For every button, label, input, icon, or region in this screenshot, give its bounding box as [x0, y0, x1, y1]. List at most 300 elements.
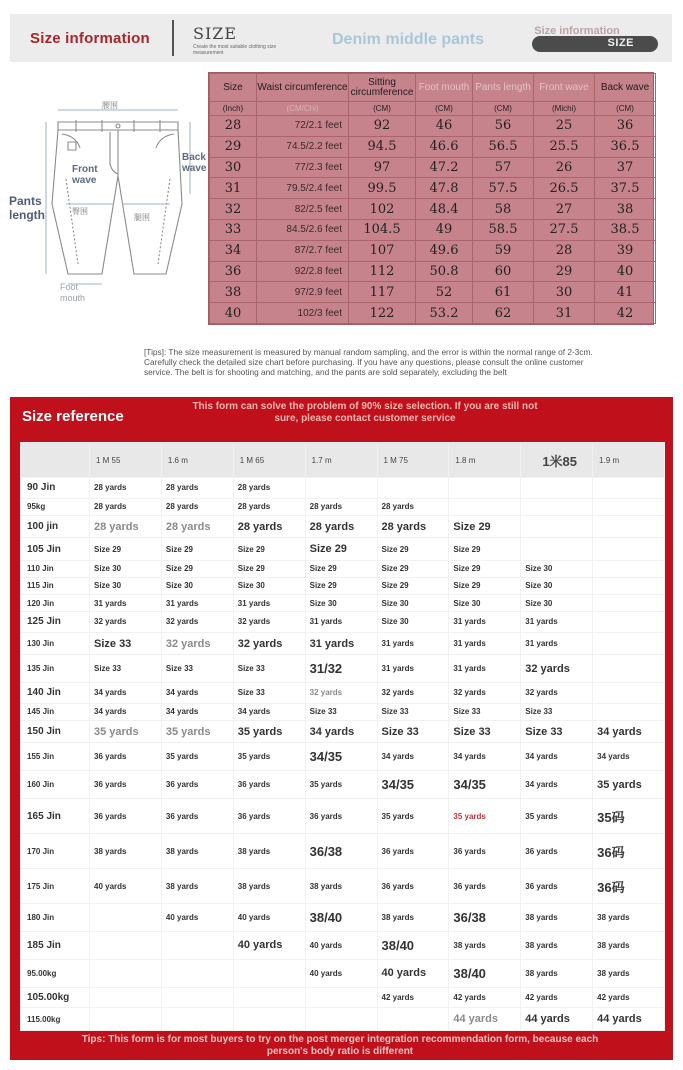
size-recommendation-cell: Size 29: [378, 538, 449, 559]
size-table-grid: [209, 73, 656, 324]
weight-cell: 105.00kg: [21, 988, 89, 1008]
size-table-row: [210, 261, 656, 282]
empty-cell: [162, 988, 233, 1008]
size-recommendation-cell: 35 yards: [593, 771, 664, 798]
waist-label: 腰围: [102, 101, 118, 110]
leg-label: 腿围: [134, 213, 150, 222]
size-table-header: Size: [210, 74, 257, 102]
size-recommendation-cell: 34/35: [449, 771, 520, 798]
measurement-cell: 26.5: [534, 178, 595, 199]
size-recommendation-cell: 36码: [593, 834, 664, 868]
weight-row: [21, 633, 664, 654]
size-recommendation-cell: Size 29: [234, 538, 305, 559]
empty-cell: [521, 478, 592, 498]
size-recommendation-cell: 32 yards: [162, 612, 233, 632]
weight-row: [21, 499, 664, 515]
empty-cell: [306, 478, 377, 498]
weight-row: [21, 683, 664, 703]
empty-cell: [593, 595, 664, 611]
size-recommendation-cell: 31 yards: [90, 595, 161, 611]
size-recommendation-cell: 38 yards: [521, 904, 592, 931]
size-recommendation-cell: Size 33: [378, 721, 449, 742]
weight-cell: 115.00kg: [21, 1008, 89, 1030]
measurement-cell: 46.6: [416, 136, 473, 157]
measurement-cell: 38: [595, 199, 656, 220]
size-recommendation-cell: 35 yards: [378, 799, 449, 833]
empty-cell: [593, 499, 664, 515]
size-recommendation-cell: 28 yards: [90, 516, 161, 537]
header-band: [10, 14, 672, 62]
empty-cell: [90, 1008, 161, 1030]
empty-cell: [593, 561, 664, 577]
size-table-row: [210, 282, 656, 303]
size-recommendation-cell: 35 yards: [234, 743, 305, 770]
weight-cell: 95kg: [21, 499, 89, 515]
weight-row: [21, 561, 664, 577]
size-recommendation-cell: 36 yards: [306, 799, 377, 833]
size-table-row: [210, 157, 656, 178]
height-header: 1.8 m: [449, 443, 520, 477]
size-recommendation-cell: Size 29: [449, 561, 520, 577]
measurement-cell: 99.5: [349, 178, 416, 199]
weight-cell: 150 Jin: [21, 721, 89, 742]
size-recommendation-cell: 35 yards: [306, 771, 377, 798]
measurement-cell: 62: [473, 303, 534, 324]
measurement-cell: 48.4: [416, 199, 473, 220]
size-recommendation-cell: 31 yards: [449, 655, 520, 682]
empty-cell: [234, 960, 305, 987]
size-recommendation-cell: 36 yards: [234, 771, 305, 798]
pill-label: SIZE: [607, 37, 634, 49]
empty-cell: [449, 478, 520, 498]
size-recommendation-cell: 38 yards: [234, 869, 305, 903]
measurement-cell: 53.2: [416, 303, 473, 324]
size-recommendation-cell: Size 29: [449, 538, 520, 559]
size-recommendation-cell: 36 yards: [234, 799, 305, 833]
weight-cell: 105 Jin: [21, 538, 89, 559]
empty-cell: [378, 1008, 449, 1030]
weight-row: [21, 612, 664, 632]
weight-row: [21, 960, 664, 987]
size-recommendation-cell: 36 yards: [90, 771, 161, 798]
size-recommendation-cell: Size 33: [378, 704, 449, 720]
empty-cell: [521, 499, 592, 515]
reference-note: This form can solve the problem of 90% size selection. If you are still not sure, please contact customer service: [192, 401, 538, 424]
size-recommendation-cell: 28 yards: [162, 499, 233, 515]
size-table-units-row: [210, 102, 656, 116]
size-recommendation-cell: Size 33: [521, 704, 592, 720]
weight-row: [21, 932, 664, 959]
size-recommendation-cell: 44 yards: [449, 1008, 520, 1030]
size-recommendation-cell: 35码: [593, 799, 664, 833]
front-wave-label: Front wave: [72, 164, 98, 186]
empty-cell: [90, 960, 161, 987]
empty-cell: [306, 1008, 377, 1030]
size-recommendation-cell: 42 yards: [521, 988, 592, 1008]
size-word: SIZE: [193, 24, 238, 43]
size-recommendation-cell: Size 33: [90, 655, 161, 682]
measurement-cell: 112: [349, 261, 416, 282]
size-table-row: [210, 136, 656, 157]
size-recommendation-cell: 38/40: [449, 960, 520, 987]
size-cell: 36: [210, 261, 257, 282]
size-cell: 31: [210, 178, 257, 199]
measurement-cell: 92: [349, 116, 416, 137]
size-recommendation-cell: 38 yards: [162, 834, 233, 868]
size-recommendation-cell: Size 29: [90, 538, 161, 559]
size-recommendation-cell: 40 yards: [162, 904, 233, 931]
weight-cell: 180 Jin: [21, 904, 89, 931]
measurement-cell: 122: [349, 303, 416, 324]
measurement-cell: 42: [595, 303, 656, 324]
size-table-header: Waist circumference: [257, 74, 349, 102]
size-recommendation-cell: 32 yards: [306, 683, 377, 703]
measurement-cell: 49: [416, 219, 473, 240]
size-recommendation-cell: Size 33: [162, 655, 233, 682]
empty-cell: [162, 932, 233, 959]
empty-cell: [593, 704, 664, 720]
size-recommendation-cell: 40 yards: [234, 932, 305, 959]
weight-cell: 145 Jin: [21, 704, 89, 720]
measurement-cell: 25.5: [534, 136, 595, 157]
weight-row: [21, 988, 664, 1008]
measurement-cell: 52: [416, 282, 473, 303]
size-recommendation-cell: 34 yards: [90, 683, 161, 703]
measurement-cell: 58: [473, 199, 534, 220]
size-reference-section: [10, 397, 673, 1060]
measurement-cell: 117: [349, 282, 416, 303]
size-recommendation-cell: 28 yards: [162, 478, 233, 498]
size-cell: 32: [210, 199, 257, 220]
empty-cell: [162, 960, 233, 987]
empty-cell: [378, 478, 449, 498]
size-table-body: [210, 74, 656, 324]
size-recommendation-cell: 38 yards: [521, 932, 592, 959]
empty-cell: [449, 499, 520, 515]
weight-cell: 135 Jin: [21, 655, 89, 682]
measurement-cell: 58.5: [473, 219, 534, 240]
measurement-cell: 102/3 feet: [257, 303, 349, 324]
size-recommendation-cell: 40 yards: [306, 932, 377, 959]
empty-cell: [521, 538, 592, 559]
empty-cell: [90, 932, 161, 959]
measurement-cell: 27: [534, 199, 595, 220]
size-recommendation-cell: 42 yards: [449, 988, 520, 1008]
size-recommendation-cell: 32 yards: [449, 683, 520, 703]
weight-cell: 125 Jin: [21, 612, 89, 632]
empty-cell: [521, 516, 592, 537]
pants-diagram: [6, 84, 210, 314]
reference-table: [20, 442, 665, 1031]
empty-cell: [593, 538, 664, 559]
weight-row: [21, 655, 664, 682]
size-table-header: Sitting circumference: [349, 74, 416, 102]
size-recommendation-cell: Size 33: [449, 704, 520, 720]
weight-cell: 155 Jin: [21, 743, 89, 770]
weight-cell: 100 jin: [21, 516, 89, 537]
size-recommendation-cell: 36 yards: [90, 743, 161, 770]
empty-cell: [234, 1008, 305, 1030]
size-recommendation-cell: 40 yards: [234, 904, 305, 931]
size-recommendation-cell: Size 29: [449, 578, 520, 594]
size-table-header: Foot mouth: [416, 74, 473, 102]
height-header: 1 M 55: [90, 443, 161, 477]
measurement-cell: 25: [534, 116, 595, 137]
size-recommendation-cell: Size 29: [449, 516, 520, 537]
weight-cell: 170 Jin: [21, 834, 89, 868]
measurement-cell: 26: [534, 157, 595, 178]
pill-overlay-text: Size information: [534, 25, 620, 37]
size-recommendation-cell: 36 yards: [521, 834, 592, 868]
measurement-cell: 60: [473, 261, 534, 282]
size-recommendation-cell: 38/40: [306, 904, 377, 931]
size-cell: 33: [210, 219, 257, 240]
size-recommendation-cell: Size 30: [234, 578, 305, 594]
size-recommendation-cell: 38 yards: [593, 960, 664, 987]
size-recommendation-cell: 40 yards: [378, 960, 449, 987]
size-recommendation-cell: 28 yards: [162, 516, 233, 537]
empty-cell: [162, 1008, 233, 1030]
size-recommendation-cell: 31 yards: [378, 633, 449, 654]
measurement-cell: 79.5/2.4 feet: [257, 178, 349, 199]
measurement-cell: 59: [473, 240, 534, 261]
size-recommendation-cell: Size 29: [306, 538, 377, 559]
weight-row: [21, 834, 664, 868]
measurement-cell: 74.5/2.2 feet: [257, 136, 349, 157]
size-recommendation-cell: 36 yards: [378, 869, 449, 903]
size-recommendation-cell: 32 yards: [378, 683, 449, 703]
weight-cell: 165 Jin: [21, 799, 89, 833]
measurement-cell: 27.5: [534, 219, 595, 240]
size-table-header: Back wave: [595, 74, 656, 102]
measurement-cell: 37.5: [595, 178, 656, 199]
measurement-cell: 56: [473, 116, 534, 137]
size-pill: [532, 36, 658, 52]
size-recommendation-cell: 34 yards: [521, 771, 592, 798]
measurement-cell: 77/2.3 feet: [257, 157, 349, 178]
size-recommendation-cell: 34 yards: [162, 704, 233, 720]
size-recommendation-cell: 32 yards: [162, 633, 233, 654]
size-recommendation-cell: Size 30: [378, 595, 449, 611]
weight-row: [21, 516, 664, 537]
size-recommendation-cell: 32 yards: [234, 633, 305, 654]
back-wave-label: Back wave: [182, 152, 207, 174]
size-recommendation-cell: 31 yards: [521, 612, 592, 632]
size-recommendation-cell: 32 yards: [90, 612, 161, 632]
size-recommendation-cell: 40 yards: [90, 869, 161, 903]
measurement-cell: 57.5: [473, 178, 534, 199]
size-recommendation-cell: 36 yards: [449, 834, 520, 868]
divider: [172, 20, 174, 56]
pants-length-label: Pants length: [9, 194, 45, 222]
weight-cell: 160 Jin: [21, 771, 89, 798]
size-recommendation-cell: 28 yards: [378, 516, 449, 537]
size-recommendation-cell: 28 yards: [234, 516, 305, 537]
size-recommendation-cell: 32 yards: [234, 612, 305, 632]
weight-cell: 90 Jin: [21, 478, 89, 498]
product-name: Denim middle pants: [332, 31, 485, 48]
size-recommendation-cell: 35 yards: [234, 721, 305, 742]
weight-row: [21, 478, 664, 498]
measurement-cell: 46: [416, 116, 473, 137]
empty-cell: [593, 633, 664, 654]
empty-cell: [90, 988, 161, 1008]
size-recommendation-cell: 31 yards: [306, 633, 377, 654]
size-recommendation-cell: Size 30: [521, 578, 592, 594]
weight-row: [21, 538, 664, 559]
size-recommendation-cell: 32 yards: [521, 683, 592, 703]
size-recommendation-cell: Size 30: [162, 578, 233, 594]
size-recommendation-cell: 28 yards: [90, 499, 161, 515]
size-table-unit: (Inch): [210, 102, 257, 116]
weight-row: [21, 771, 664, 798]
size-recommendation-cell: 38/40: [378, 932, 449, 959]
size-recommendation-cell: 35 yards: [162, 743, 233, 770]
size-recommendation-cell: 36/38: [306, 834, 377, 868]
size-cell: 34: [210, 240, 257, 261]
empty-cell: [306, 988, 377, 1008]
size-recommendation-cell: 34 yards: [521, 743, 592, 770]
empty-cell: [593, 516, 664, 537]
weight-row: [21, 799, 664, 833]
size-tagline: Create the most suitable clothing size measurement: [193, 44, 277, 56]
measurement-cell: 72/2.1 feet: [257, 116, 349, 137]
tips-text: [Tips]: The size measurement is measured by manual random sampling, and the error is within the normal range of 2-3cm. Carefully check the detailed size chart before purchasing. If you have any questions, please consult the online customer service. The belt is for shooting and matching, and the pants are sold separately, excluding the belt: [144, 347, 593, 377]
size-recommendation-cell: 28 yards: [90, 478, 161, 498]
measurement-cell: 37: [595, 157, 656, 178]
size-recommendation-cell: 38 yards: [234, 834, 305, 868]
size-recommendation-cell: Size 29: [234, 561, 305, 577]
size-recommendation-cell: 28 yards: [378, 499, 449, 515]
size-recommendation-cell: 38 yards: [378, 904, 449, 931]
reference-footer: Tips: This form is for most buyers to try on the post merger integration recommendation form, because each person's body ratio is different: [81, 1034, 599, 1057]
size-recommendation-cell: Size 29: [306, 578, 377, 594]
weight-cell: 185 Jin: [21, 932, 89, 959]
measurement-cell: 97/2.9 feet: [257, 282, 349, 303]
size-recommendation-cell: Size 30: [306, 595, 377, 611]
size-recommendation-cell: 38 yards: [521, 960, 592, 987]
size-recommendation-cell: 35 yards: [521, 799, 592, 833]
size-recommendation-cell: 38 yards: [162, 869, 233, 903]
measurement-cell: 107: [349, 240, 416, 261]
size-table-row: [210, 240, 656, 261]
size-recommendation-cell: 34 yards: [593, 721, 664, 742]
foot-mouth-label: Foot mouth: [60, 282, 86, 303]
weight-cell: 120 Jin: [21, 595, 89, 611]
height-header: 1 M 75: [378, 443, 449, 477]
size-recommendation-cell: 28 yards: [306, 499, 377, 515]
size-recommendation-cell: Size 29: [162, 538, 233, 559]
measurement-cell: 40: [595, 261, 656, 282]
measurement-cell: 50.8: [416, 261, 473, 282]
size-recommendation-cell: Size 30: [449, 595, 520, 611]
height-header: 1.7 m: [306, 443, 377, 477]
size-recommendation-cell: 28 yards: [234, 478, 305, 498]
size-recommendation-cell: 31 yards: [234, 595, 305, 611]
size-recommendation-cell: Size 30: [521, 595, 592, 611]
size-recommendation-cell: 38 yards: [593, 932, 664, 959]
size-table: [208, 72, 654, 325]
reference-table-body: [21, 443, 664, 1030]
reference-title: Size reference: [22, 408, 124, 425]
weight-cell: 95.00kg: [21, 960, 89, 987]
size-recommendation-cell: 35 yards: [162, 721, 233, 742]
size-recommendation-cell: 42 yards: [378, 988, 449, 1008]
weight-row: [21, 1008, 664, 1030]
size-recommendation-cell: 36 yards: [162, 799, 233, 833]
measurement-cell: 82/2.5 feet: [257, 199, 349, 220]
size-recommendation-cell: Size 33: [234, 655, 305, 682]
size-recommendation-cell: 34 yards: [593, 743, 664, 770]
measurement-cell: 47.8: [416, 178, 473, 199]
size-table-unit: (CM): [349, 102, 416, 116]
size-recommendation-cell: Size 30: [90, 561, 161, 577]
size-cell: 38: [210, 282, 257, 303]
size-table-header-row: [210, 74, 656, 102]
measurement-cell: 49.6: [416, 240, 473, 261]
size-recommendation-cell: Size 33: [449, 721, 520, 742]
size-recommendation-cell: Size 30: [90, 578, 161, 594]
measurement-cell: 97: [349, 157, 416, 178]
weight-cell: 130 Jin: [21, 633, 89, 654]
size-recommendation-cell: 34 yards: [162, 683, 233, 703]
measurement-cell: 102: [349, 199, 416, 220]
measurement-cell: 38.5: [595, 219, 656, 240]
measurement-cell: 104.5: [349, 219, 416, 240]
section-title: Size information: [30, 30, 150, 47]
size-recommendation-cell: 36 yards: [90, 799, 161, 833]
size-table-row: [210, 116, 656, 137]
size-table-header: Pants length: [473, 74, 534, 102]
size-recommendation-cell: 34/35: [378, 771, 449, 798]
size-recommendation-cell: 34 yards: [378, 743, 449, 770]
empty-cell: [234, 988, 305, 1008]
size-recommendation-cell: Size 29: [162, 561, 233, 577]
size-recommendation-cell: 28 yards: [306, 516, 377, 537]
size-recommendation-cell: 35 yards: [449, 799, 520, 833]
height-header: 1米85: [521, 443, 592, 477]
size-recommendation-cell: 28 yards: [234, 499, 305, 515]
measurement-cell: 36: [595, 116, 656, 137]
size-recommendation-cell: Size 30: [521, 561, 592, 577]
empty-cell: [593, 655, 664, 682]
weight-row: [21, 869, 664, 903]
measurement-cell: 29: [534, 261, 595, 282]
size-recommendation-cell: 31 yards: [449, 612, 520, 632]
size-recommendation-cell: 36 yards: [449, 869, 520, 903]
size-cell: 40: [210, 303, 257, 324]
size-recommendation-cell: 34 yards: [234, 704, 305, 720]
corner-cell: [21, 443, 89, 477]
size-recommendation-cell: Size 33: [90, 633, 161, 654]
weight-cell: 140 Jin: [21, 683, 89, 703]
size-recommendation-cell: 36/38: [449, 904, 520, 931]
measurement-cell: 28: [534, 240, 595, 261]
weight-cell: 115 Jin: [21, 578, 89, 594]
size-recommendation-cell: 31 yards: [162, 595, 233, 611]
height-header-row: [21, 443, 664, 477]
reference-grid: [20, 442, 665, 1031]
size-recommendation-cell: 38 yards: [593, 904, 664, 931]
size-recommendation-cell: 31 yards: [306, 612, 377, 632]
size-recommendation-cell: 36码: [593, 869, 664, 903]
measurement-cell: 41: [595, 282, 656, 303]
size-cell: 29: [210, 136, 257, 157]
size-table-header: Front wave: [534, 74, 595, 102]
measurement-cell: 39: [595, 240, 656, 261]
empty-cell: [90, 904, 161, 931]
measurement-cell: 47.2: [416, 157, 473, 178]
